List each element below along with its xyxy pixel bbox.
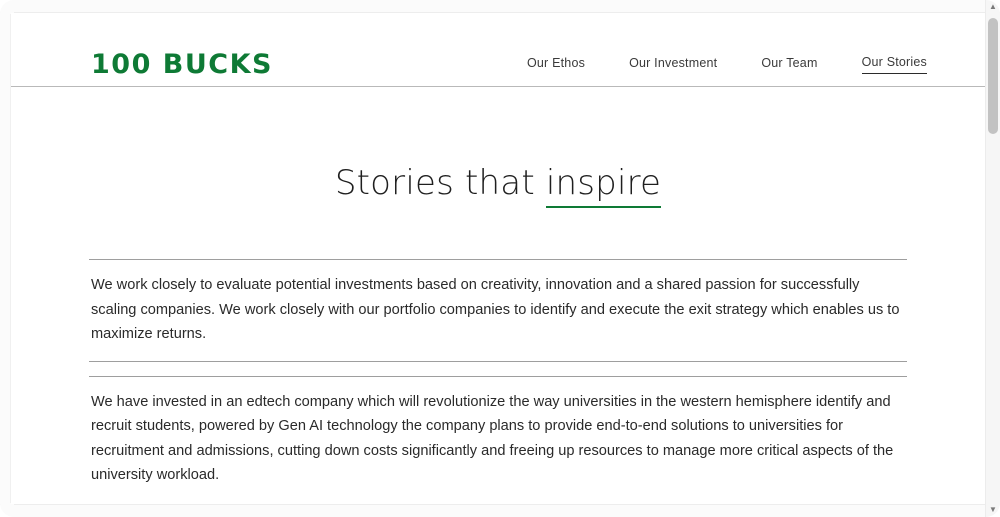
scroll-up-arrow-icon[interactable]: ▲ <box>989 2 997 11</box>
section-gap <box>89 362 907 376</box>
nav-item-our-stories[interactable]: Our Stories <box>862 55 927 74</box>
nav-item-our-team[interactable]: Our Team <box>761 55 818 70</box>
window-bottom-edge <box>0 504 1000 517</box>
nav-item-our-ethos[interactable]: Our Ethos <box>526 55 586 70</box>
site-logo[interactable]: 100 BUCKS <box>91 49 273 80</box>
page-content <box>11 13 985 504</box>
paragraph-edtech-investment: We have invested in an edtech company which will revolutionize the way universities in the western hemisphere identify and recruit students, powered by Gen AI technology the company plans to provide end-to-end solutions to universities for recruitment and admissions, cutting down costs significantly and freeing up resources to manage more critical aspects of the university workload. <box>91 393 894 483</box>
site-header <box>11 13 985 87</box>
scroll-down-arrow-icon[interactable]: ▼ <box>989 505 997 514</box>
scrollbar-thumb[interactable] <box>988 18 998 134</box>
hero-section <box>11 163 985 203</box>
page-title <box>11 163 985 203</box>
main-navigation <box>527 55 927 74</box>
page-title-text: Stories that <box>334 163 546 203</box>
paragraph-investment-approach: We work closely to evaluate potential investments based on creativity, innovation and a shared passion for successfully scaling companies. We work closely with our portfolio companies to identify and execute the exit strategy which enables us to maximize returns. <box>91 277 900 342</box>
stories-content <box>89 203 907 502</box>
window-top-edge <box>0 0 1000 13</box>
vertical-scrollbar[interactable] <box>985 0 1000 517</box>
nav-item-our-investment[interactable]: Our Investment <box>629 55 718 70</box>
window-left-edge <box>0 0 11 517</box>
page-title-accent: inspire <box>546 163 661 208</box>
